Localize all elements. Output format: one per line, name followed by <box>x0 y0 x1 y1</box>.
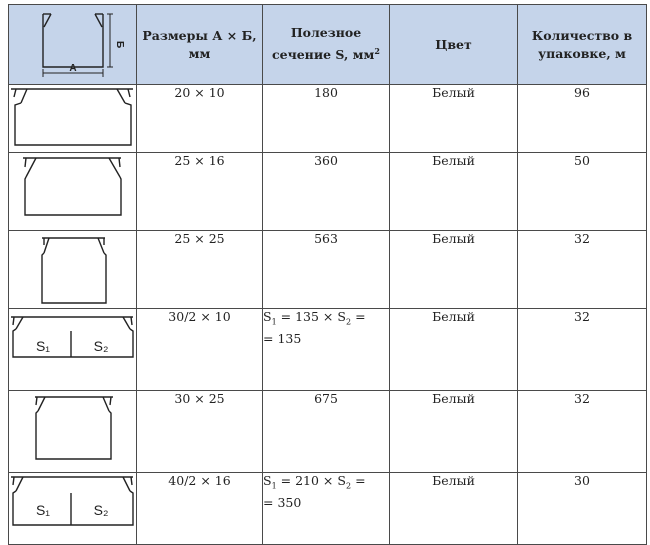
s2-sub: 2 <box>345 481 352 491</box>
header-section-line2: сечение S, мм <box>272 47 375 63</box>
s1-prefix: S <box>263 473 272 488</box>
section-line2: = 135 <box>263 330 302 346</box>
header-section-line1: Полезное <box>290 25 362 41</box>
s1-prefix: S <box>263 309 272 324</box>
color-cell: Белый <box>390 85 518 153</box>
profile-25x25-icon <box>9 231 135 307</box>
s2-sub: 2 <box>345 317 352 327</box>
profile-30x2-10-icon <box>9 309 135 389</box>
profile-cell <box>9 85 137 153</box>
qty-cell: 32 <box>518 231 647 309</box>
color-cell: Белый <box>390 231 518 309</box>
dims-cell: 30 × 25 <box>137 391 263 473</box>
s2-prefix: S <box>337 473 346 488</box>
table-row <box>9 309 647 391</box>
profile-dimension-diagram <box>13 5 139 79</box>
table-row <box>9 231 647 309</box>
qty-cell: 50 <box>518 153 647 231</box>
profile-cell <box>9 231 137 309</box>
section-cell: 360 <box>263 153 390 231</box>
s1-label: S₁ <box>35 338 51 354</box>
color-cell: Белый <box>390 309 518 391</box>
color-cell: Белый <box>390 473 518 545</box>
section-cell: 675 <box>263 391 390 473</box>
profile-cell <box>9 153 137 231</box>
s2-eq: = <box>355 309 366 324</box>
dims-cell: 30/2 × 10 <box>137 309 263 391</box>
section-cell: 180 <box>263 85 390 153</box>
header-color: Цвет <box>390 5 518 85</box>
qty-cell: 96 <box>518 85 647 153</box>
table-row <box>9 85 647 153</box>
s1-sub: 1 <box>271 481 277 491</box>
profile-cell <box>9 473 137 545</box>
color-cell: Белый <box>390 153 518 231</box>
profile-20x10-icon <box>9 85 135 151</box>
s2-eq: = <box>355 473 366 488</box>
s1-eq: = 210 × <box>280 473 334 488</box>
header-section <box>263 5 390 85</box>
table-row <box>9 473 647 545</box>
section-cell: 563 <box>263 231 390 309</box>
cable-channel-spec-table <box>8 4 647 545</box>
header-diagram-cell <box>9 5 137 85</box>
dims-cell: 20 × 10 <box>137 85 263 153</box>
s1-label: S₁ <box>35 502 51 518</box>
header-qty: Количество в упаковке, м <box>518 5 647 85</box>
profile-40x2-16-icon <box>9 473 135 543</box>
profile-cell <box>9 391 137 473</box>
profile-25x16-icon <box>9 153 135 229</box>
section-line2: = 350 <box>263 494 302 510</box>
label-a: А <box>69 63 77 74</box>
color-cell: Белый <box>390 391 518 473</box>
qty-cell: 30 <box>518 473 647 545</box>
table-row <box>9 153 647 231</box>
s2-label: S₂ <box>93 502 109 518</box>
table-row <box>9 391 647 473</box>
dims-cell: 40/2 × 16 <box>137 473 263 545</box>
dims-cell: 25 × 16 <box>137 153 263 231</box>
header-row <box>9 5 647 85</box>
profile-30x25-icon <box>9 391 135 471</box>
profile-cell <box>9 309 137 391</box>
dims-cell: 25 × 25 <box>137 231 263 309</box>
section-cell <box>263 473 390 545</box>
header-dims: Размеры А × Б, мм <box>137 5 263 85</box>
header-section-sup: 2 <box>374 46 380 57</box>
s2-prefix: S <box>337 309 346 324</box>
s1-eq: = 135 × <box>280 309 334 324</box>
label-b: Б <box>114 41 125 49</box>
s1-sub: 1 <box>271 317 277 327</box>
section-cell <box>263 309 390 391</box>
qty-cell: 32 <box>518 309 647 391</box>
s2-label: S₂ <box>93 338 109 354</box>
qty-cell: 32 <box>518 391 647 473</box>
